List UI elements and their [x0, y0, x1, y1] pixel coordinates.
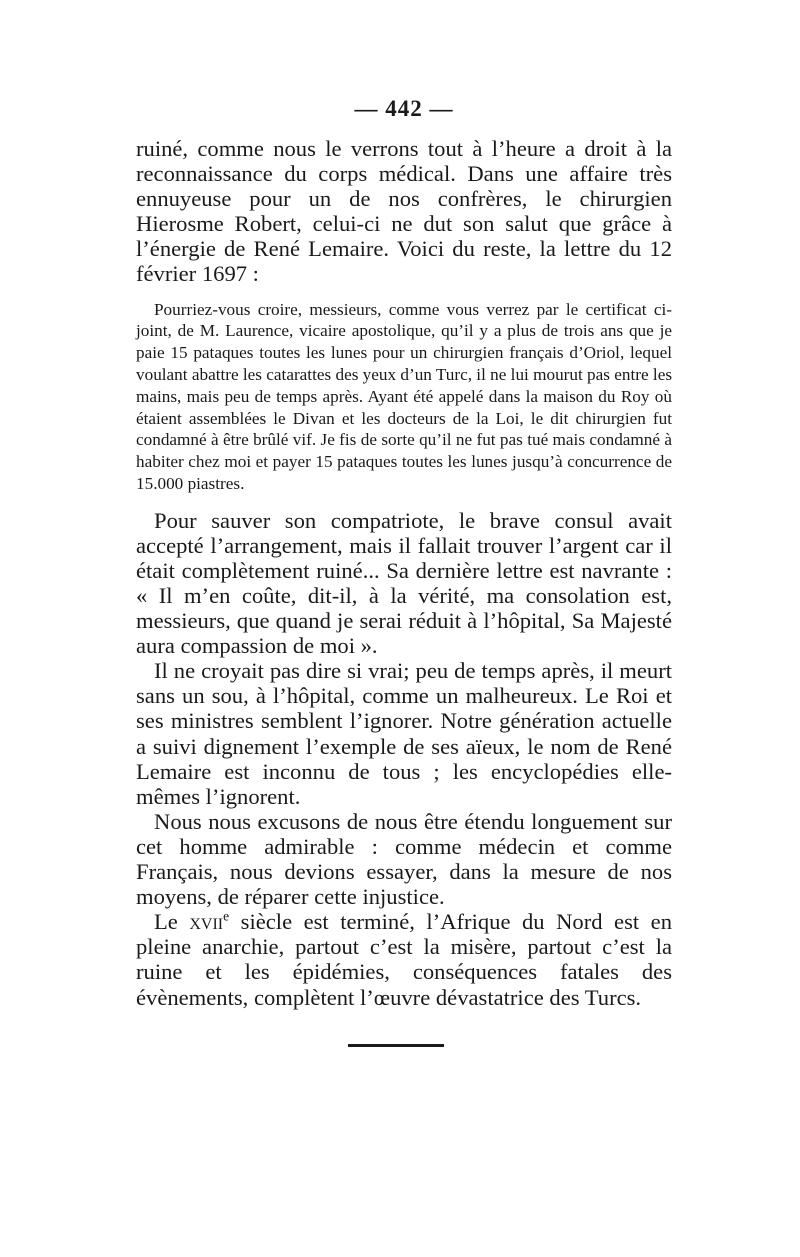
end-rule-divider [348, 1044, 444, 1047]
paragraph-death-hospital: Il ne croyait pas dire si vrai; peu de temps après, il meurt sans un sou, à l’hôpital, comme un malheureux. Le Roi et ses ministres semblent l’ignorer. Notre génération actuelle a suivi dignement l’exemple de ses aïeux, le nom de René Lemaire est inconnu de tous ; les encyclopédies elle-mêmes l’ignorent. [136, 658, 672, 809]
century-rest: siècle est terminé, l’Afrique du Nord est en pleine anarchie, partout c’est la misère, partout c’est la ruine et les épidémies, conséquences fatales des évènements, complètent l’œuvre dévastatrice des Turcs. [136, 909, 672, 1010]
intro-paragraph: ruiné, comme nous le verrons tout à l’heure a droit à la reconnaissance du corps médical. Dans une affaire très ennuyeuse pour un de nos confrères, le chirurgien Hierosme Robert, celui-ci ne dut son salut que grâce à l’énergie de René Lemaire. Voici du reste, la lettre du 12 février 1697 : [136, 136, 672, 287]
century-suffix: e [223, 908, 230, 924]
paragraph-consul-arrangement: Pour sauver son compatriote, le brave consul avait accepté l’arrangement, mais il fallait trouver l’argent car il était complètement ruiné... Sa dernière lettre est navrante : « Il m’en coûte, dit-il, à la vérité, ma consolation est, messieurs, que quand je serai réduit à l’hôpital, Sa Majesté aura compassion de moi ». [136, 507, 672, 659]
paragraph-century-end [136, 909, 672, 1009]
century-numeral: xvii [189, 909, 224, 935]
book-page [136, 96, 672, 1047]
paragraph-apology: Nous nous excusons de nous être étendu longuement sur cet homme admirable : comme médecin et comme Français, nous devions essayer, dans la mesure de nos moyens, de réparer cette injustice. [136, 808, 672, 910]
page-number: — 442 — [354, 96, 454, 121]
century-lead: Le [154, 909, 190, 935]
letter-quote: Pourriez-vous croire, messieurs, comme vous verrez par le certificat ci-joint, de M. Laurence, vicaire apostolique, qu’il y a plus de trois ans que je paie 15 pataques toutes les lunes pour un chirurgien français d’Oriol, lequel voulant abattre les catarattes des yeux d’un Turc, il ne lui mourut pas entre les mains, mais peu de temps après. Ayant été appelé dans la maison du Roy où étaient assemblées le Divan et les docteurs de la Loi, le dit chirurgien fut condamné à être brûlé vif. Je fis de sorte qu’il ne fut pas tué mais condamné à habiter chez moi et payer 15 pataques toutes les lunes jusqu’à concurrence de 15.000 piastres. [136, 299, 673, 493]
